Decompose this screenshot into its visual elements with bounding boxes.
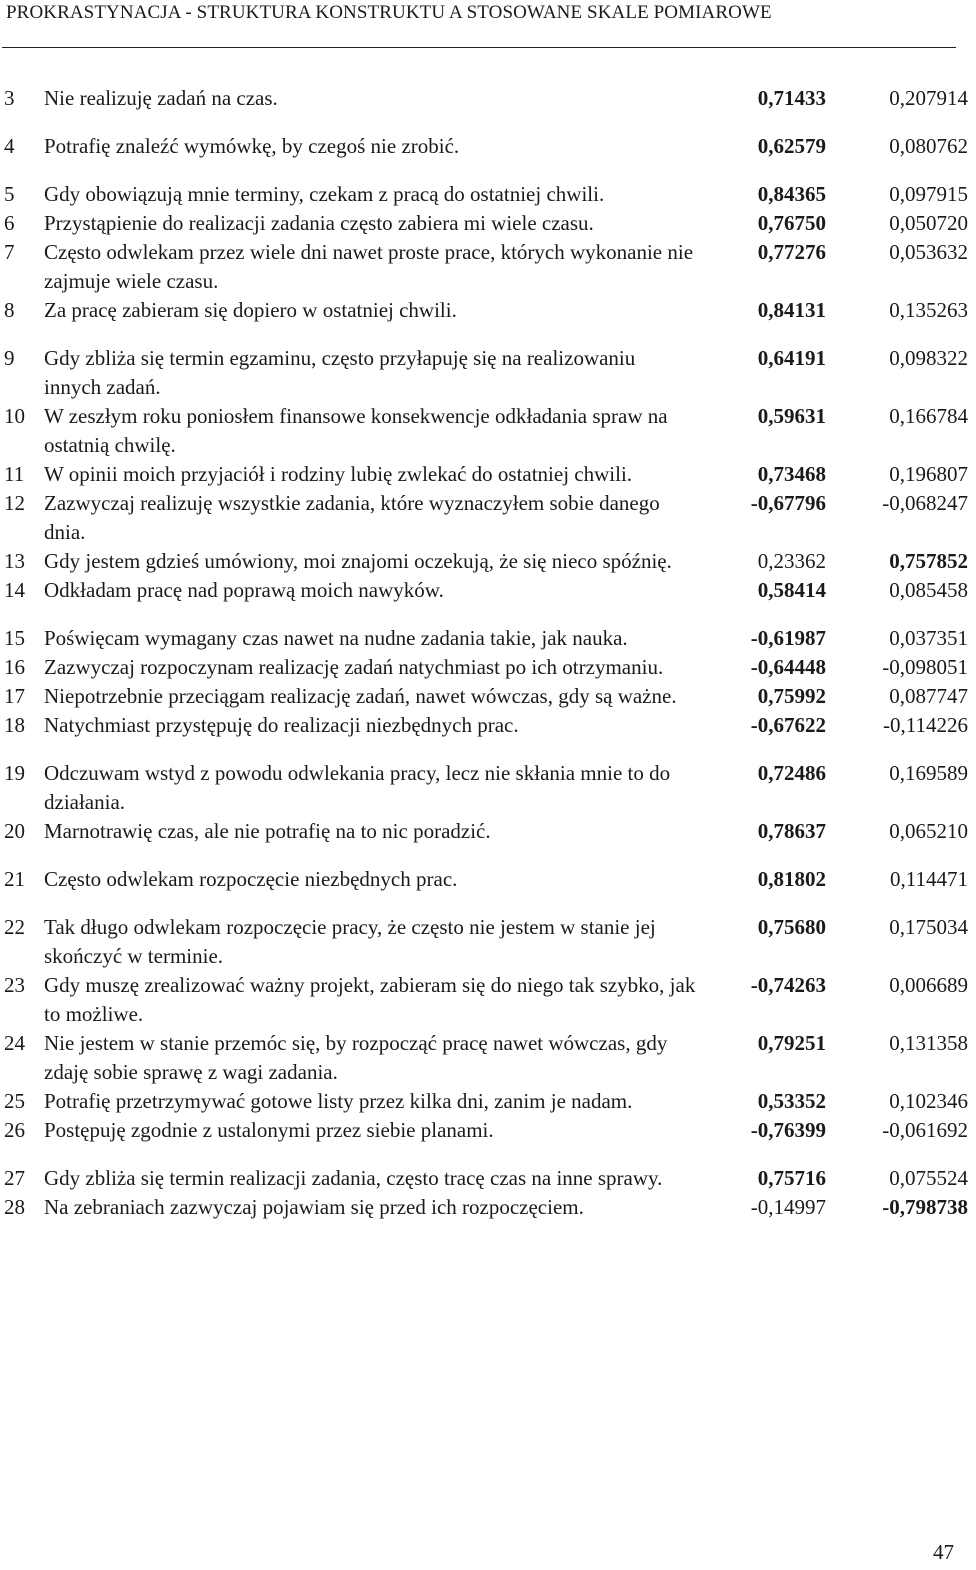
factor-loadings-table [0,84,976,1222]
table-row [0,84,976,132]
loading-factor-1: 0,23362 [757,549,826,573]
loading-factor-1: 0,81802 [757,867,826,891]
loading-factor-1: 0,84131 [757,298,826,322]
item-number: 7 [4,240,15,264]
item-number: 6 [4,211,15,235]
loading-factor-2: -0,098051 [882,655,968,679]
item-statement: Na zebraniach zazwyczaj pojawiam się przed ich rozpoczęciem. [44,1195,584,1219]
table-row [0,624,976,653]
loading-factor-2: -0,061692 [882,1118,968,1142]
loading-factor-2: 0,053632 [889,240,968,264]
loading-factor-1: -0,67622 [750,713,826,737]
table-row [0,1164,976,1193]
item-number: 19 [4,761,25,785]
table-row [0,711,976,759]
item-number: 18 [4,713,25,737]
loading-factor-2: 0,102346 [889,1089,968,1113]
item-statement: Odczuwam wstyd z powodu odwlekania pracy, lecz nie skłania mnie to do działania. [44,761,671,814]
loading-factor-2: -0,068247 [882,491,968,515]
table-row [0,1087,976,1116]
item-statement: W zeszłym roku poniosłem finansowe konsekwencje odkładania spraw na ostatnią chwilę. [44,404,668,457]
table-body [0,84,976,1222]
table-row [0,460,976,489]
table-row [0,682,976,711]
loading-factor-1: -0,76399 [750,1118,826,1142]
item-statement: Zazwyczaj rozpoczynam realizację zadań natychmiast po ich otrzymaniu. [44,655,664,679]
table-row [0,180,976,209]
item-number: 23 [4,973,25,997]
item-number: 11 [4,462,25,486]
table-row [0,653,976,682]
loading-factor-1: 0,75716 [757,1166,826,1190]
item-number: 24 [4,1031,25,1055]
item-number: 3 [4,86,15,110]
loading-factor-2: 0,087747 [889,684,968,708]
loading-factor-2: 0,097915 [889,182,968,206]
loading-factor-1: -0,67796 [750,491,826,515]
loading-factor-2: 0,114471 [890,867,968,891]
loading-factor-2: 0,075524 [889,1166,968,1190]
item-number: 10 [4,404,25,428]
item-statement: Gdy obowiązują mnie terminy, czekam z pracą do ostatniej chwili. [44,182,605,206]
loading-factor-2: 0,207914 [889,86,968,110]
item-statement: Gdy jestem gdzieś umówiony, moi znajomi oczekują, że się nieco spóźnię. [44,549,672,573]
item-number: 28 [4,1195,25,1219]
table-row [0,132,976,180]
loading-factor-2: 0,050720 [889,211,968,235]
loading-factor-1: 0,72486 [757,761,826,785]
item-statement: Odkładam pracę nad poprawą moich nawyków. [44,578,444,602]
item-number: 4 [4,134,15,158]
loading-factor-1: 0,53352 [757,1089,826,1113]
table-row [0,576,976,624]
loading-factor-2: 0,175034 [889,915,968,939]
loading-factor-2: 0,080762 [889,134,968,158]
loading-factor-2: 0,085458 [889,578,968,602]
loading-factor-2: 0,098322 [889,346,968,370]
table-row [0,817,976,865]
loading-factor-2: 0,757852 [889,549,968,573]
table-row [0,209,976,238]
item-statement: Potrafię przetrzymywać gotowe listy przez kilka dni, zanim je nadam. [44,1089,633,1113]
loading-factor-1: 0,77276 [757,240,826,264]
item-statement: Postępuję zgodnie z ustalonymi przez siebie planami. [44,1118,494,1142]
table-row [0,971,976,1029]
item-number: 5 [4,182,15,206]
item-number: 20 [4,819,25,843]
loading-factor-2: 0,166784 [889,404,968,428]
loading-factor-1: 0,73468 [757,462,826,486]
loading-factor-1: 0,78637 [757,819,826,843]
item-statement: Niepotrzebnie przeciągam realizację zadań, nawet wówczas, gdy są ważne. [44,684,677,708]
item-statement: Nie jestem w stanie przemóc się, by rozpocząć pracę nawet wówczas, gdy zdaję sobie sprawę z wagi zadania. [44,1031,668,1084]
table-row [0,913,976,971]
loading-factor-2: -0,798738 [882,1195,968,1219]
loading-factor-1: -0,64448 [750,655,826,679]
loading-factor-2: 0,006689 [889,973,968,997]
item-statement: Często odwlekam rozpoczęcie niezbędnych prac. [44,867,458,891]
item-statement: Gdy muszę zrealizować ważny projekt, zabieram się do niego tak szybko, jak to możliwe. [44,973,696,1026]
running-header: PROKRASTYNACJA - STRUKTURA KONSTRUKTU A STOSOWANE SKALE POMIAROWE [6,2,772,23]
item-number: 27 [4,1166,25,1190]
loading-factor-1: 0,62579 [757,134,826,158]
loading-factor-2: 0,131358 [889,1031,968,1055]
item-number: 21 [4,867,25,891]
page-number: 47 [933,1540,954,1564]
item-number: 16 [4,655,25,679]
loading-factor-2: 0,135263 [889,298,968,322]
loading-factor-2: 0,065210 [889,819,968,843]
table-row [0,759,976,817]
item-number: 9 [4,346,15,370]
item-statement: Przystąpienie do realizacji zadania często zabiera mi wiele czasu. [44,211,594,235]
loading-factor-1: 0,64191 [757,346,826,370]
table-row [0,296,976,344]
item-number: 15 [4,626,25,650]
table-row [0,865,976,913]
loading-factor-1: 0,75992 [757,684,826,708]
loading-factor-1: 0,84365 [757,182,826,206]
loading-factor-1: 0,71433 [757,86,826,110]
loading-factor-1: 0,58414 [757,578,826,602]
item-statement: W opinii moich przyjaciół i rodziny lubię zwlekać do ostatniej chwili. [44,462,633,486]
item-statement: Gdy zbliża się termin egzaminu, często przyłapuję się na realizowaniu innych zadań. [44,346,636,399]
loading-factor-1: 0,79251 [757,1031,826,1055]
table-row [0,489,976,547]
item-number: 13 [4,549,25,573]
item-number: 17 [4,684,25,708]
item-statement: Poświęcam wymagany czas nawet na nudne zadania takie, jak nauka. [44,626,628,650]
loading-factor-1: -0,14997 [750,1195,826,1219]
item-statement: Za pracę zabieram się dopiero w ostatniej chwili. [44,298,457,322]
loading-factor-2: 0,037351 [889,626,968,650]
item-statement: Natychmiast przystępuję do realizacji niezbędnych prac. [44,713,519,737]
loading-factor-1: 0,75680 [757,915,826,939]
loading-factor-2: -0,114226 [883,713,968,737]
item-statement: Potrafię znaleźć wymówkę, by czegoś nie zrobić. [44,134,460,158]
item-statement: Często odwlekam przez wiele dni nawet proste prace, których wykonanie nie zajmuje wiele czasu. [44,240,694,293]
loading-factor-1: 0,76750 [757,211,826,235]
table-row [0,547,976,576]
table-row [0,402,976,460]
item-statement: Tak długo odwlekam rozpoczęcie pracy, że często nie jestem w stanie jej skończyć w terminie. [44,915,656,968]
table-row [0,1193,976,1222]
item-number: 22 [4,915,25,939]
item-number: 12 [4,491,25,515]
loading-factor-2: 0,169589 [889,761,968,785]
loading-factor-1: -0,61987 [750,626,826,650]
item-number: 26 [4,1118,25,1142]
table-row [0,1116,976,1164]
item-number: 14 [4,578,25,602]
item-number: 8 [4,298,15,322]
table-row [0,1029,976,1087]
item-number: 25 [4,1089,25,1113]
item-statement: Marnotrawię czas, ale nie potrafię na to nic poradzić. [44,819,491,843]
loading-factor-1: -0,74263 [750,973,826,997]
item-statement: Gdy zbliża się termin realizacji zadania, często tracę czas na inne sprawy. [44,1166,663,1190]
table-row [0,238,976,296]
item-statement: Zazwyczaj realizuję wszystkie zadania, które wyznaczyłem sobie danego dnia. [44,491,660,544]
loading-factor-1: 0,59631 [757,404,826,428]
table-row [0,344,976,402]
loading-factor-2: 0,196807 [889,462,968,486]
item-statement: Nie realizuję zadań na czas. [44,86,278,110]
header-rule [2,47,956,48]
